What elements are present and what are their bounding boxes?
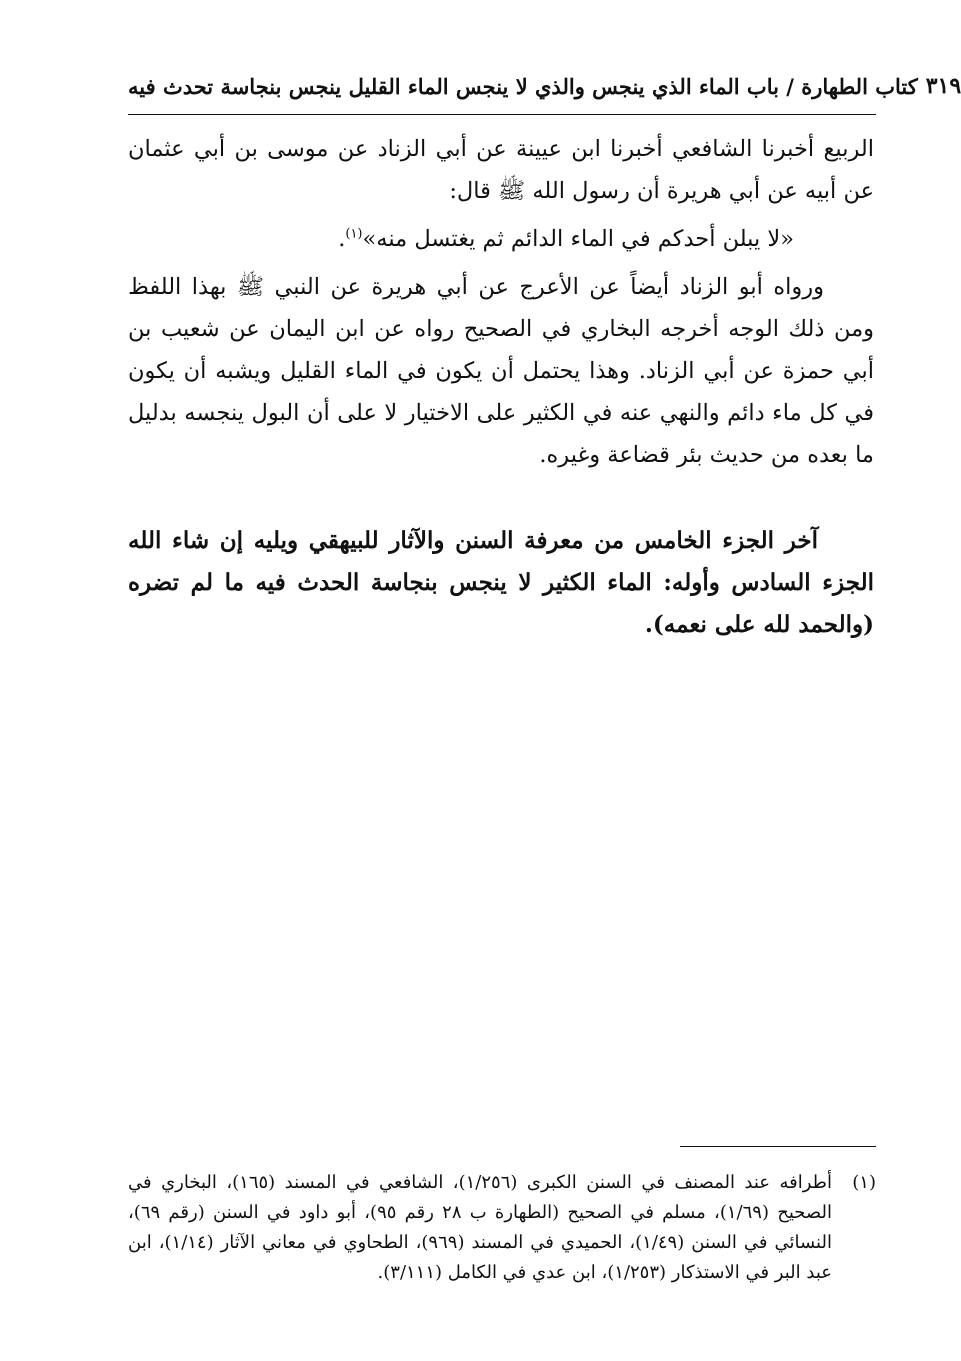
paragraph-hadith [128,218,874,260]
paragraph-commentary: ورواه أبو الزناد أيضاً عن الأعرج عن أبي هريرة عن النبي ﷺ بهذا اللفظ ومن ذلك الوجه أخرجه البخاري في الصحيح رواه عن ابن اليمان عن شعيب بن أبي حمزة عن أبي الزناد. وهذا يحتمل أن يكون في الماء القليل ويشبه أن يكون في كل ماء دائم والنهي عنه في الكثير على الاختيار لا على أن البول ينجسه بدليل ما بعده من حديث بئر قضاعة وغيره. [128,274,874,468]
main-text [128,128,874,646]
header-divider [128,114,876,115]
hadith-text: «لا يبلن أحدكم في الماء الدائم ثم يغتسل منه» [362,226,794,252]
header-title: كتاب الطهارة / باب الماء الذي ينجس والذي لا ينجس الماء القليل ينجس بنجاسة تحدث فيه [128,73,918,99]
running-header [128,66,961,106]
footnote-reference[interactable]: (١) [345,226,363,242]
footnote-marker: (١) [852,1172,876,1193]
footnotes [128,1168,876,1288]
paragraph-colophon: آخر الجزء الخامس من معرفة السنن والآثار للبيهقي ويليه إن شاء الله الجزء السادس وأوله: الماء الكثير لا ينجس بنجاسة الحدث فيه ما لم تضره (والحمد لله على نعمه). [128,527,874,638]
footnote-item [128,1168,876,1288]
footnote-divider [680,1146,876,1147]
footnote-text: أطرافه عند المصنف في السنن الكبرى (١/٢٥٦)، الشافعي في المسند (١٦٥)، البخاري في الصحيح (١/٦٩)، مسلم في الصحيح (الطهارة ب ٢٨ رقم ٩٥)، أبو داود في السنن (رقم ٦٩)، النسائي في السنن (١/٤٩)، الحميدي في المسند (٩٦٩)، الطحاوي في معاني الآثار (١/١٤)، ابن عبد البر في الاستذكار (١/٢٥٣)، ابن عدي في الكامل (٣/١١١). [128,1172,833,1283]
hadith-end: . [338,226,346,252]
page-number: ٣١٩ [925,73,961,99]
paragraph-isnad: الربيع أخبرنا الشافعي أخبرنا ابن عيينة عن أبي الزناد عن موسى بن أبي عثمان عن أبيه عن أبي هريرة أن رسول الله ﷺ قال: [128,136,874,204]
